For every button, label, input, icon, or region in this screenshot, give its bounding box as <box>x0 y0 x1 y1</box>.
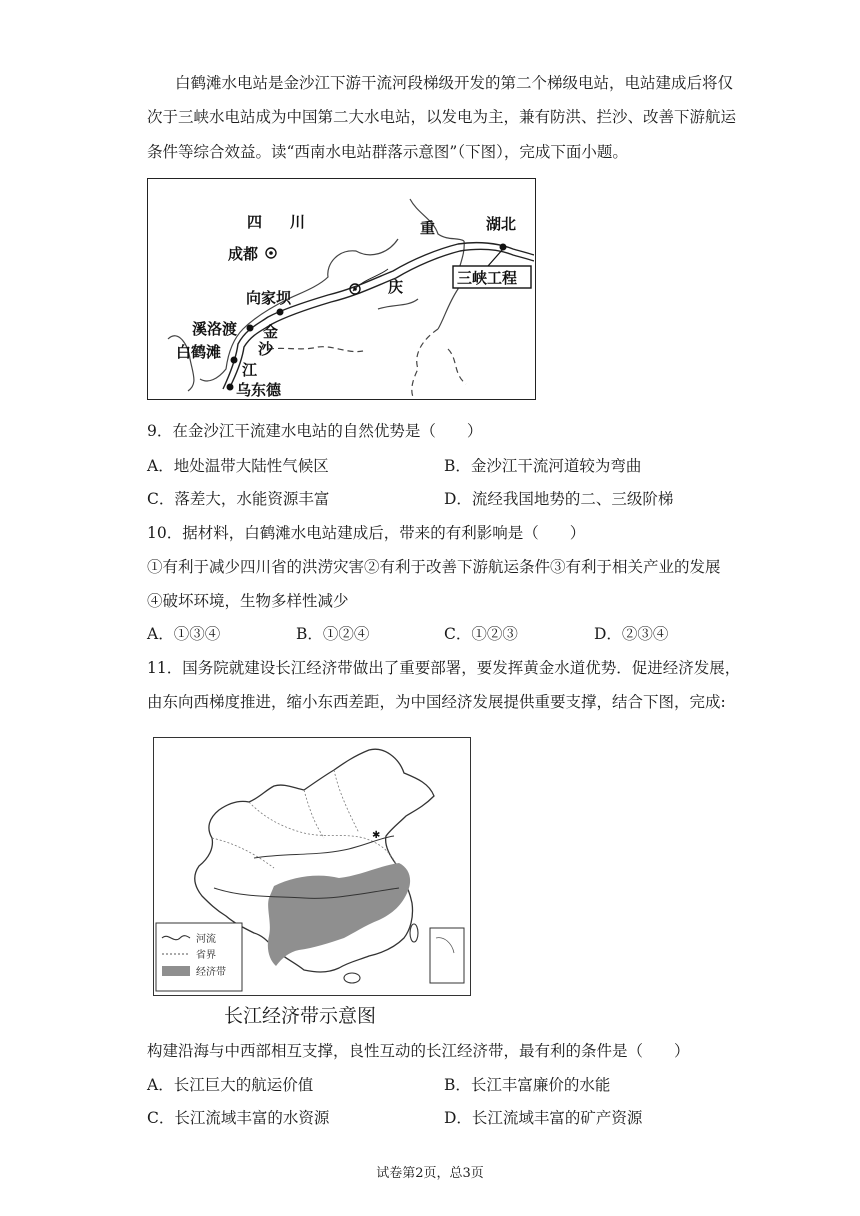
q10-option-b[interactable]: B．①②④ <box>296 625 370 643</box>
q9-option-c[interactable]: C．落差大，水能资源丰富 <box>147 490 330 508</box>
q10-statements-1: ①有利于减少四川省的洪涝灾害②有利于改善下游航运条件③有利于相关产业的发展 <box>147 558 721 576</box>
intro-line-1: 白鹤滩水电站是金沙江下游干流河段梯级开发的第二个梯级电站，电站建成后将仅 <box>175 74 734 92</box>
label-sanxia: 三峡工程 <box>457 269 518 287</box>
q10-option-c[interactable]: C．①②③ <box>444 625 518 643</box>
q9-option-b[interactable]: B．金沙江干流河道较为弯曲 <box>444 457 642 475</box>
legend-belt-label: 经济带 <box>196 967 226 978</box>
map-caption: 长江经济带示意图 <box>224 1005 377 1027</box>
southwest-hydropower-map <box>147 178 536 400</box>
q11-stem-1: 11．国务院就建设长江经济带做出了重要部署，要发挥黄金水道优势．促进经济发展， <box>147 659 741 677</box>
intro-line-2: 次于三峡水电站成为中国第二大水电站，以发电为主，兼有防洪、拦沙、改善下游航运 <box>147 108 737 126</box>
q11-stem-2: 由东向西梯度推进，缩小东西差距，为中国经济发展提供重要支撑，结合下图，完成: <box>147 693 726 711</box>
q11-option-d[interactable]: D．长江流域丰富的矿产资源 <box>444 1109 643 1127</box>
label-sichuan-2: 川 <box>290 213 306 231</box>
yangtze-economic-belt-map <box>153 737 471 996</box>
legend-province-label: 省界 <box>196 950 216 961</box>
label-chengdu: 成都 <box>228 245 259 263</box>
label-jiang: 江 <box>242 361 258 379</box>
q9-option-a[interactable]: A．地处温带大陆性气候区 <box>147 457 329 475</box>
q10-statements-2: ④破坏环境，生物多样性减少 <box>147 592 349 610</box>
label-chong: 重 <box>420 219 436 237</box>
svg-text:✱: ✱ <box>372 830 381 841</box>
label-xiluodu: 溪洛渡 <box>192 320 238 338</box>
legend-river-label: 河流 <box>196 934 216 945</box>
q10-option-d[interactable]: D．②③④ <box>594 625 669 643</box>
q9-option-d[interactable]: D．流经我国地势的二、三级阶梯 <box>444 490 674 508</box>
label-jin: 金 <box>263 323 279 341</box>
q11-option-b[interactable]: B．长江丰富廉价的水能 <box>444 1076 611 1094</box>
label-wudongde: 乌东德 <box>236 381 282 398</box>
q9-stem: 9．在金沙江干流建水电站的自然优势是（ ） <box>147 422 483 440</box>
label-baihetan: 白鹤滩 <box>176 343 222 361</box>
page-footer: 试卷第2页，总3页 <box>376 1166 484 1181</box>
label-xiangjiaba: 向家坝 <box>246 289 292 307</box>
q11-sub-stem: 构建沿海与中西部相互支撑，良性互动的长江经济带，最有利的条件是（ ） <box>147 1042 690 1060</box>
label-qing: 庆 <box>388 278 404 296</box>
intro-line-3: 条件等综合效益。读“西南水电站群落示意图”（下图），完成下面小题。 <box>147 143 628 161</box>
label-sha: 沙 <box>258 340 274 358</box>
q11-option-a[interactable]: A．长江巨大的航运价值 <box>147 1076 314 1094</box>
q11-option-c[interactable]: C．长江流域丰富的水资源 <box>147 1109 330 1127</box>
q10-option-a[interactable]: A．①③④ <box>147 625 221 643</box>
q10-stem: 10．据材料，白鹤滩水电站建成后，带来的有利影响是（ ） <box>147 524 586 542</box>
label-hubei: 湖北 <box>486 215 517 233</box>
label-sichuan-1: 四 <box>247 213 263 231</box>
